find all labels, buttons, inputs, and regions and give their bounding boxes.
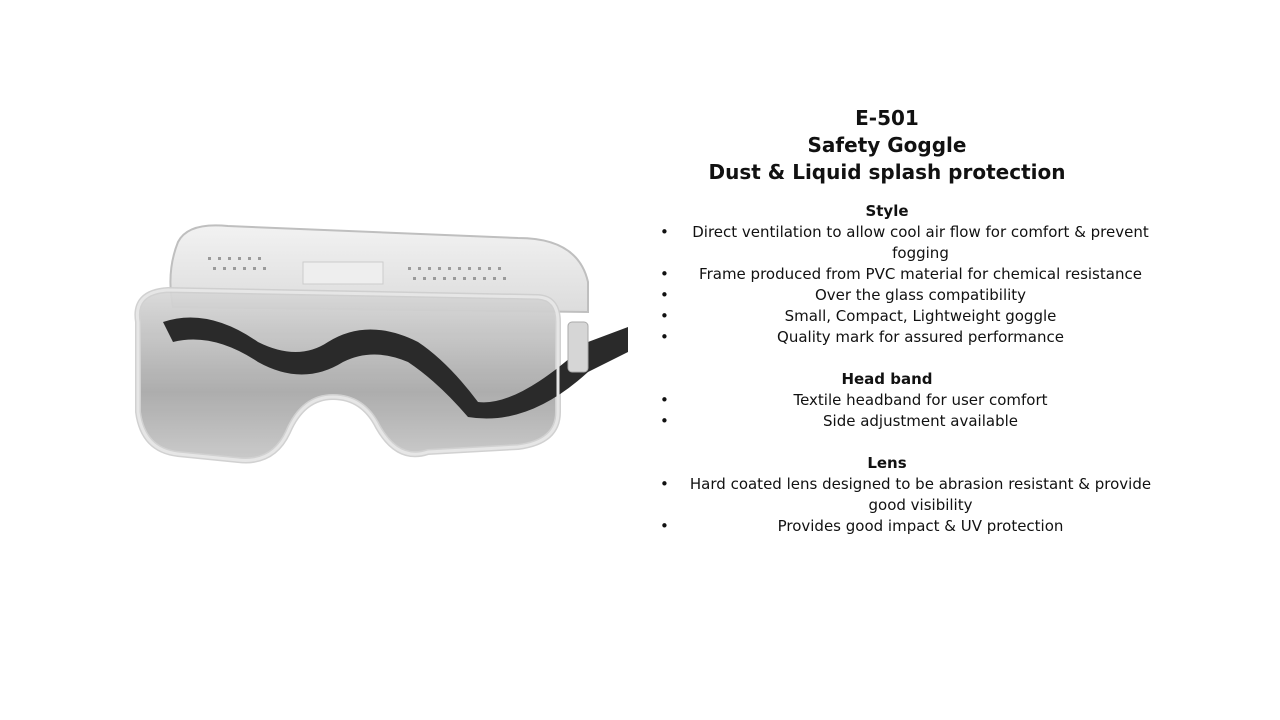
section-style [650,201,1168,348]
product-image [118,212,638,492]
list-item-text: Direct ventilation to allow cool air flow for comfort & prevent fogging [692,223,1149,262]
list-item-text: Provides good impact & UV protection [777,517,1064,535]
bullet-list [650,222,1168,348]
section-head-band [650,369,1168,432]
list-item [650,474,1168,516]
list-item-text: Frame produced from PVC material for chemical resistance [699,265,1142,283]
safety-goggle-illustration [118,212,638,492]
list-item [650,222,1168,264]
list-item [650,264,1168,285]
list-item [650,390,1168,411]
bullet-icon: • [660,475,669,493]
bullet-list [650,390,1168,432]
bullet-icon: • [660,223,669,241]
list-item-text: Hard coated lens designed to be abrasion resistant & provide good visibility [689,475,1152,514]
product-info [650,105,1168,558]
list-item [650,516,1168,537]
bullet-icon: • [660,265,669,283]
product-code: E-501 [855,106,919,130]
section-heading: Lens [867,454,907,472]
list-item [650,327,1168,348]
list-item-text: Side adjustment available [823,412,1018,430]
list-item-text: Small, Compact, Lightweight goggle [784,307,1057,325]
bullet-icon: • [660,307,669,325]
bullet-icon: • [660,517,669,535]
section-heading: Head band [841,370,933,388]
bullet-icon: • [660,328,669,346]
bullet-icon: • [660,412,669,430]
product-tagline: Dust & Liquid splash protection [708,160,1066,184]
bullet-icon: • [660,391,669,409]
section-lens [650,453,1168,537]
list-item-text: Textile headband for user comfort [793,391,1048,409]
section-heading: Style [865,202,909,220]
bullet-list [650,474,1168,537]
bullet-icon: • [660,286,669,304]
list-item [650,285,1168,306]
list-item-text: Over the glass compatibility [814,286,1027,304]
list-item [650,306,1168,327]
list-item [650,411,1168,432]
product-name: Safety Goggle [807,133,967,157]
list-item-text: Quality mark for assured performance [777,328,1064,346]
title-block [650,105,1168,186]
